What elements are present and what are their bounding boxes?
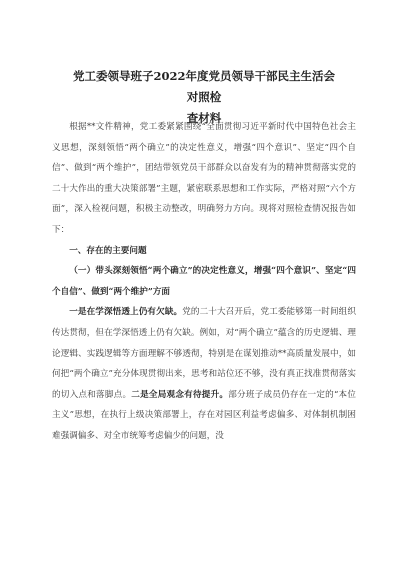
subsection-heading: （一）带头深刻领悟“两个确立”的决定性意义，增强“四个意识”、坚定“四个自信”、做到“两个维护”方面 [52, 266, 356, 297]
document-body [52, 117, 356, 447]
point-2-text: 部分班子成员仍存在一定的“本位主义”思想，在执行上级决策部署上，存在对园区利益考虑偏多、对体制机制困难强调偏多、对全市统筹考虑偏少的问题，没 [52, 389, 356, 441]
section-heading: 一、存在的主要问题 [69, 245, 147, 256]
point-paragraph [52, 302, 356, 446]
title-line-2: 查材料 [186, 111, 222, 125]
point-1-text: 党的二十大召开后，党工委能够第一时间组织传达贯彻，但在学深悟透上仍有欠缺。例如，对“两个确立”蕴含的历史逻辑、理论逻辑、实践逻辑等方面理解不够透彻，特别是在谋划推动**高质量发展中，如何把“两个确立”充分体现贯彻出来，思考和站位还不够，没有真正找准贯彻落实的切入点和落脚点。 [52, 307, 356, 400]
point-2-lead: 二是全局观念有待提升。 [131, 389, 229, 400]
point-1-lead: 一是在学深悟透上仍有欠缺。 [69, 307, 183, 318]
title-line-1: 党工委领导班子2022年度党员领导干部民主生活会对照检 [72, 69, 335, 104]
intro-paragraph: 根据**文件精神，党工委紧紧围绕“全面贯彻习近平新时代中国特色社会主义思想，深刻领悟“两个确立”的决定性意义，增强“四个意识”、坚定“四个自信”、做到“两个维护”，团结带领党员干部群众以奋发有为的精神贯彻落实党的二十大作出的重大决策部署”主题，紧密联系思想和工作实际，严格对照“六个方面”，深入检视问题，积极主动整改，明确努力方向。现将对照检查情况报告如下： [52, 122, 356, 235]
